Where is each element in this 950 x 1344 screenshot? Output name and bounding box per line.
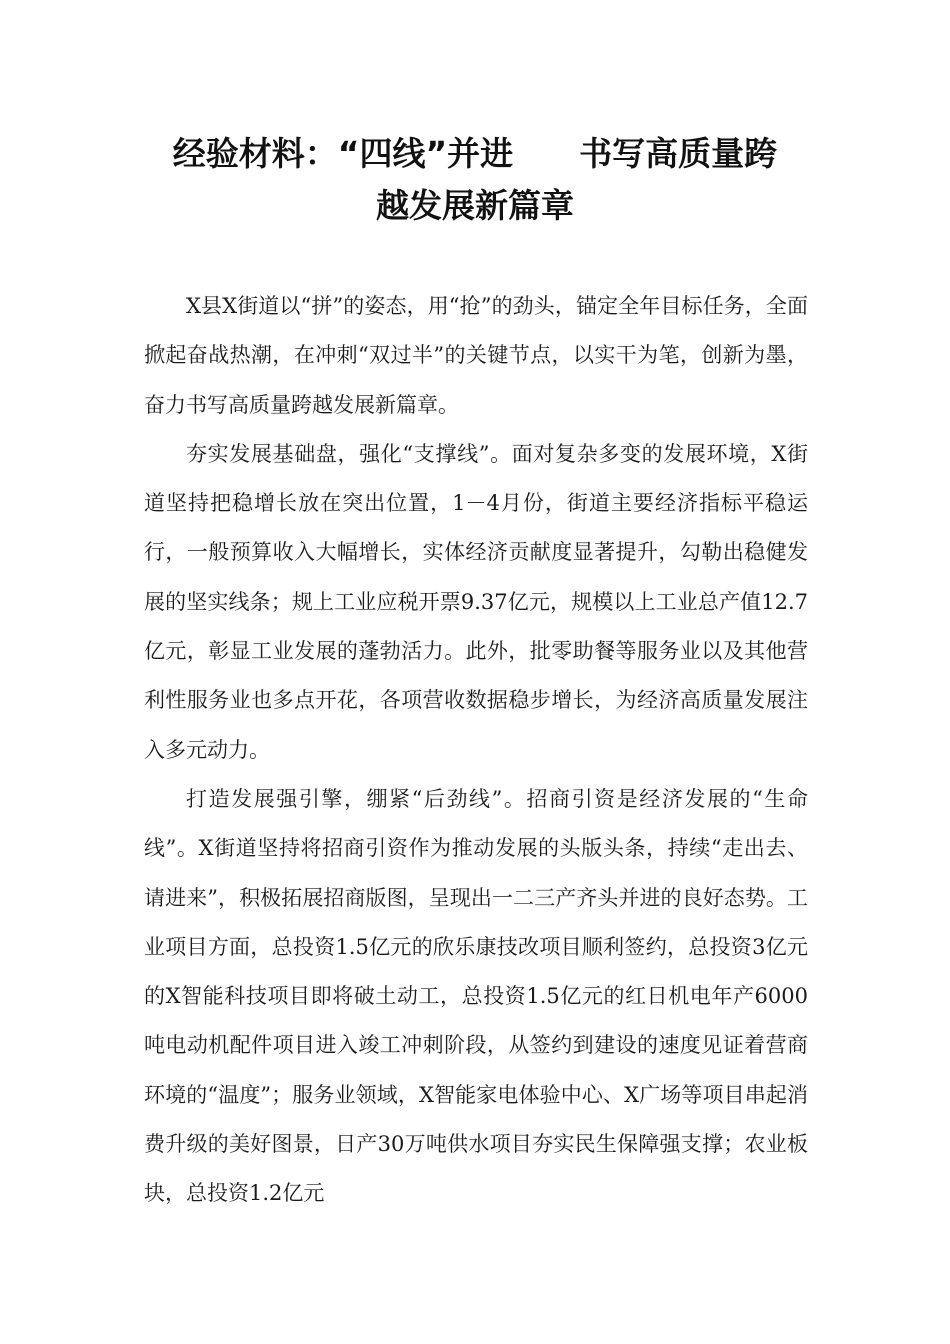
- document-body: [144, 282, 808, 1219]
- document-title: [140, 128, 810, 232]
- title-line-2: 越发展新篇章: [376, 186, 574, 225]
- title-line-1: 经验材料：“四线”并进 书写高质量跨: [172, 134, 778, 173]
- paragraph-intro: X县X街道以“拼”的姿态，用“抢”的劲头，锚定全年目标任务，全面掀起奋战热潮，在冲刺“双过半”的关键节点，以实干为笔，创新为墨，奋力书写高质量跨越发展新篇章。: [144, 294, 808, 417]
- paragraph-momentum-line: 打造发展强引擎，绷紧“后劲线”。招商引资是经济发展的“生命线”。X街道坚持将招商引资作为推动发展的头版头条，持续“走出去、请进来”，积极拓展招商版图，呈现出一二三产齐头并进的良好态势。工业项目方面，总投资1.5亿元的欣乐康技改项目顺利签约，总投资3亿元的X智能科技项目即将破土动工，总投资1.5亿元的红日机电年产6000吨电动机配件项目进入竣工冲刺阶段，从签约到建设的速度见证着营商环境的“温度”；服务业领域，X智能家电体验中心、X广场等项目串起消费升级的美好图景，日产30万吨供水项目夯实民生保障强支撑；农业板块，总投资1.2亿元: [144, 786, 808, 1206]
- paragraph-support-line: 夯实发展基础盘，强化“支撑线”。面对复杂多变的发展环境，X街道坚持把稳增长放在突出位置，1－4月份，街道主要经济指标平稳运行，一般预算收入大幅增长，实体经济贡献度显著提升，勾勒出稳健发展的坚实线条；规上工业应税开票9.37亿元，规模以上工业总产值12.7亿元，彰显工业发展的蓬勃活力。此外，批零助餐等服务业以及其他营利性服务业也多点开花，各项营收数据稳步增长，为经济高质量发展注入多元动力。: [144, 441, 808, 762]
